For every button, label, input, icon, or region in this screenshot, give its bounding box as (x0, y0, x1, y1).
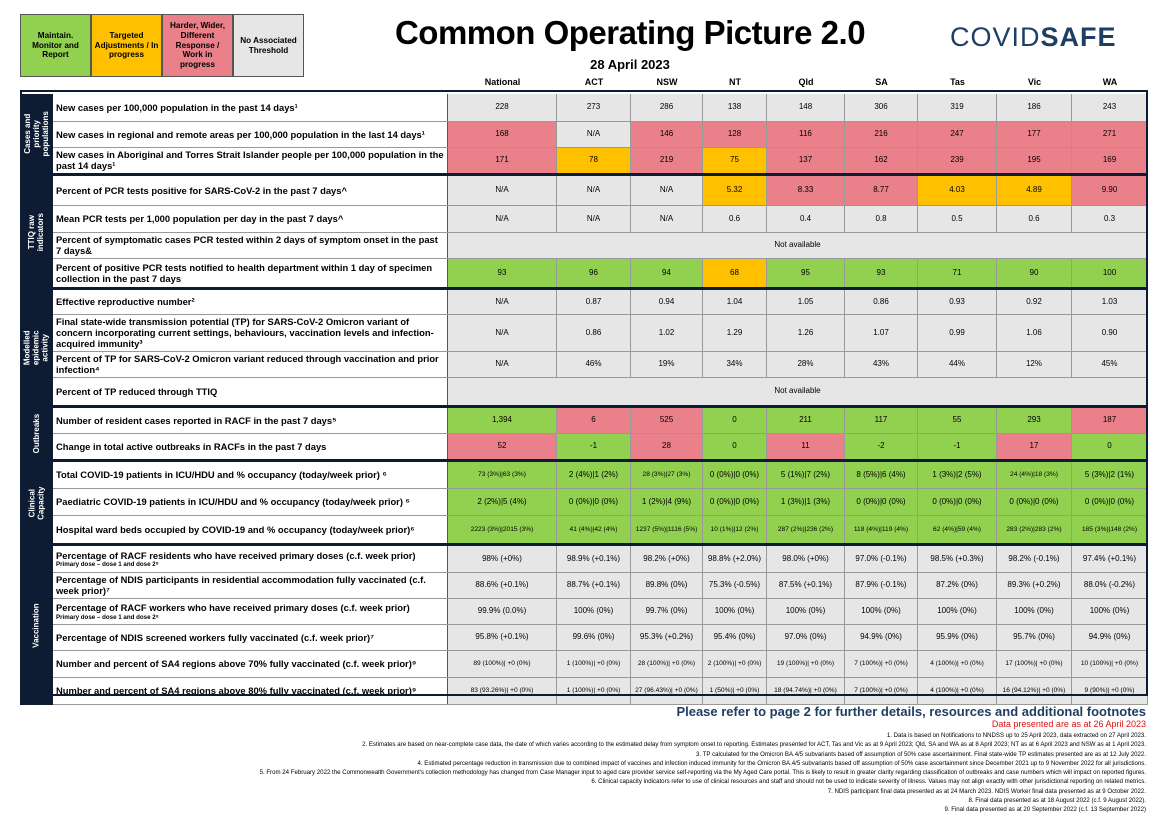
value-cell-wa: 243 (1072, 94, 1148, 122)
merged-cell: Not available (448, 233, 1148, 259)
value-cell-wa: 88.0% (-0.2%) (1072, 573, 1148, 599)
indicator-label (53, 122, 448, 148)
value-cell-vic: 0.6 (997, 206, 1072, 233)
value-cell-act: 2 (4%)|1 (2%) (557, 462, 631, 489)
indicator-label-text: Change in total active outbreaks in RACFs in the past 7 days (56, 440, 327, 452)
value-cell-nt: 98.8% (+2.0%) (703, 546, 767, 573)
value-cell-tas: 71 (918, 259, 997, 288)
value-cell-qld: 18 (94.74%)| +0 (0%) (767, 678, 845, 705)
footnote: 5. From 24 February 2022 the Commonwealth Government's collection methodology has changed from Case Manager input to aged care provider service self-reporting via the My Aged Care portal. This is likely to result in greater clarity regarding classification of outbreaks and case numbers which will impact on reported figures. (259, 769, 1146, 776)
value-cell-nsw: 95.3% (+0.2%) (631, 625, 703, 651)
value-cell-sa: 0 (0%)|0 (0%) (845, 489, 918, 516)
indicator-label (53, 434, 448, 460)
indicator-sublabel: Primary dose – dose 1 and dose 2⁸ (56, 561, 159, 569)
value-cell-nsw: 28 (3%)|27 (3%) (631, 462, 703, 489)
value-cell-wa: 100% (0%) (1072, 599, 1148, 625)
value-cell-tas: 1 (3%)|2 (5%) (918, 462, 997, 489)
value-cell-sa: 43% (845, 352, 918, 378)
value-cell-vic: 1.06 (997, 315, 1072, 352)
value-cell-act: N/A (557, 176, 631, 206)
value-cell-nt: 34% (703, 352, 767, 378)
value-cell-tas: 247 (918, 122, 997, 148)
value-cell-wa: 169 (1072, 148, 1148, 174)
value-cell-wa: 94.9% (0%) (1072, 625, 1148, 651)
group-band (20, 176, 53, 288)
indicator-label-text: Percent of PCR tests positive for SARS-CoV-2 in the past 7 days^ (56, 184, 347, 196)
value-cell-tas: 44% (918, 352, 997, 378)
value-cell-national: 228 (448, 94, 557, 122)
value-cell-wa: 1.03 (1072, 290, 1148, 315)
value-cell-act: 0.87 (557, 290, 631, 315)
indicator-label (53, 176, 448, 206)
value-cell-qld: 97.0% (0%) (767, 625, 845, 651)
footnote: 3. TP calculated for the Omicron BA.4/5 subvariants based off assumption of 50% case ascertainment. Final state-wide TP estimates presented are as at 12 July 2022. (696, 750, 1146, 758)
value-cell-nt: 75.3% (-0.5%) (703, 573, 767, 599)
value-cell-vic: 24 (4%)|18 (3%) (997, 462, 1072, 489)
indicator-label-text: Percent of TP reduced through TTIQ (56, 385, 218, 397)
value-cell-act: 78 (557, 148, 631, 174)
value-cell-tas: 0.99 (918, 315, 997, 352)
indicator-label-text: Mean PCR tests per 1,000 population per day in the past 7 days^ (56, 213, 344, 225)
indicator-label (53, 462, 448, 489)
indicator-label-text: Effective reproductive number² (56, 296, 195, 308)
column-header-qld: Qld (798, 77, 814, 87)
value-cell-qld: 19 (100%)| +0 (0%) (767, 651, 845, 678)
value-cell-nt: 95.4% (0%) (703, 625, 767, 651)
indicator-label (53, 352, 448, 378)
value-cell-nt: 100% (0%) (703, 599, 767, 625)
value-cell-national: 171 (448, 148, 557, 174)
value-cell-qld: 100% (0%) (767, 599, 845, 625)
value-cell-tas: 4.03 (918, 176, 997, 206)
value-cell-sa: 1.07 (845, 315, 918, 352)
value-cell-wa: 9 (90%)| +0 (0%) (1072, 678, 1148, 705)
value-cell-nt: 0 (703, 434, 767, 460)
value-cell-act: 96 (557, 259, 631, 288)
value-cell-sa: 7 (100%)| +0 (0%) (845, 678, 918, 705)
value-cell-national: 93 (448, 259, 557, 288)
value-cell-tas: 62 (4%)|59 (4%) (918, 516, 997, 544)
footnote: 9. Final data presented as at 20 September 2022 (c.f. 13 September 2022) (944, 806, 1146, 813)
indicator-label (53, 625, 448, 651)
value-cell-act: 100% (0%) (557, 599, 631, 625)
value-cell-qld: 287 (2%)|236 (2%) (767, 516, 845, 544)
value-cell-wa: 0.3 (1072, 206, 1148, 233)
value-cell-sa: 8.77 (845, 176, 918, 206)
value-cell-nt: 0 (0%)|0 (0%) (703, 489, 767, 516)
value-cell-national: 52 (448, 434, 557, 460)
value-cell-act: N/A (557, 122, 631, 148)
value-cell-act: N/A (557, 206, 631, 233)
value-cell-sa: 97.0% (-0.1%) (845, 546, 918, 573)
value-cell-tas: 95.9% (0%) (918, 625, 997, 651)
value-cell-wa: 5 (3%)|2 (1%) (1072, 462, 1148, 489)
value-cell-wa: 187 (1072, 408, 1148, 434)
indicator-label (53, 315, 448, 352)
value-cell-qld: 1 (3%)|1 (3%) (767, 489, 845, 516)
value-cell-nsw: 28 (100%)| +0 (0%) (631, 651, 703, 678)
indicator-label-text: Percent of positive PCR tests notified to health department within 1 day of specimen collection in the past 7 days (56, 261, 433, 284)
footnote: 8. Final data presented as at 18 August 2022 (c.f. 9 August 2022). (968, 796, 1146, 804)
group-band (20, 546, 53, 705)
column-header-vic: Vic (1027, 77, 1042, 87)
value-cell-nsw: 525 (631, 408, 703, 434)
value-cell-nt: 75 (703, 148, 767, 174)
value-cell-qld: 87.5% (+0.1%) (767, 573, 845, 599)
value-cell-qld: 1.26 (767, 315, 845, 352)
value-cell-qld: 8.33 (767, 176, 845, 206)
value-cell-act: 273 (557, 94, 631, 122)
indicator-label-text: Number of resident cases reported in RACF in the past 7 days⁵ (56, 414, 337, 426)
value-cell-nsw: 0.94 (631, 290, 703, 315)
value-cell-act: 46% (557, 352, 631, 378)
value-cell-national: N/A (448, 315, 557, 352)
value-cell-qld: 148 (767, 94, 845, 122)
indicator-label (53, 489, 448, 516)
indicator-label (53, 651, 448, 678)
value-cell-tas: 0.93 (918, 290, 997, 315)
value-cell-tas: 4 (100%)| +0 (0%) (918, 678, 997, 705)
value-cell-vic: 17 (100%)| +0 (0%) (997, 651, 1072, 678)
value-cell-act: 41 (4%)|42 (4%) (557, 516, 631, 544)
value-cell-sa: 100% (0%) (845, 599, 918, 625)
value-cell-tas: 55 (918, 408, 997, 434)
value-cell-sa: 306 (845, 94, 918, 122)
value-cell-national: 2 (2%)|5 (4%) (448, 489, 557, 516)
legend-grey-label: No Associated Threshold (240, 35, 297, 55)
value-cell-national: 88.6% (+0.1%) (448, 573, 557, 599)
value-cell-vic: 12% (997, 352, 1072, 378)
value-cell-nt: 128 (703, 122, 767, 148)
value-cell-act: 1 (100%)| +0 (0%) (557, 678, 631, 705)
value-cell-qld: 1.05 (767, 290, 845, 315)
value-cell-vic: 17 (997, 434, 1072, 460)
indicator-label-text: Total COVID-19 patients in ICU/HDU and % occupancy (today/week prior) ⁶ (56, 469, 387, 481)
legend-amber-label: Targeted Adjustments / In progress (94, 30, 159, 60)
value-cell-nsw: 286 (631, 94, 703, 122)
value-cell-national: N/A (448, 176, 557, 206)
value-cell-vic: 95.7% (0%) (997, 625, 1072, 651)
column-header-wa: WA (1102, 77, 1118, 87)
value-cell-wa: 9.90 (1072, 176, 1148, 206)
footnote: 4. Estimated percentage reduction in transmission due to combined impact of vaccines and infection induced immunity for the Omicron BA.4/5 subvariants based off assumption of 50% case ascertainment since December 2021 up to 9 November 2022 for all jurisdictions. (417, 759, 1146, 767)
value-cell-nt: 138 (703, 94, 767, 122)
value-cell-nsw: 27 (96.43%)| +0 (0%) (631, 678, 703, 705)
indicator-label (53, 206, 448, 233)
value-cell-tas: 0.5 (918, 206, 997, 233)
footnote: 7. NDIS participant final data presented as at 24 March 2023. NDIS Worker final data presented as at 9 October 2022. (827, 787, 1146, 795)
value-cell-act: 6 (557, 408, 631, 434)
refer-note: Please refer to page 2 for further details, resources and additional footnotes (676, 704, 1146, 719)
value-cell-nt: 10 (1%)|12 (2%) (703, 516, 767, 544)
page-title: Common Operating Picture 2.0 (394, 14, 866, 51)
value-cell-sa: 93 (845, 259, 918, 288)
value-cell-sa: 216 (845, 122, 918, 148)
value-cell-nsw: 28 (631, 434, 703, 460)
indicator-label (53, 573, 448, 599)
value-cell-nsw: N/A (631, 176, 703, 206)
group-band (20, 290, 53, 406)
footnote: 6. Clinical capacity indicators refer to use of clinical resources and staff and should not be used to indicate severity of illness. Values may not align exactly with other jurisdictional reporting on related metrics. (591, 778, 1146, 786)
value-cell-tas: 87.2% (0%) (918, 573, 997, 599)
value-cell-national: 168 (448, 122, 557, 148)
indicator-label-text: Percent of symptomatic cases PCR tested within 2 days of symptom onset in the past 7 days& (56, 234, 438, 256)
value-cell-nt: 1 (50%)| +0 (0%) (703, 678, 767, 705)
value-cell-nsw: 94 (631, 259, 703, 288)
merged-cell: Not available (448, 378, 1148, 406)
value-cell-sa: 87.9% (-0.1%) (845, 573, 918, 599)
value-cell-tas: 0 (0%)|0 (0%) (918, 489, 997, 516)
value-cell-wa: 97.4% (+0.1%) (1072, 546, 1148, 573)
value-cell-nt: 5.32 (703, 176, 767, 206)
value-cell-national: 99.9% (0.0%) (448, 599, 557, 625)
value-cell-nt: 1.04 (703, 290, 767, 315)
value-cell-vic: 100% (0%) (997, 599, 1072, 625)
indicator-label (53, 516, 448, 544)
value-cell-national: 95.8% (+0.1%) (448, 625, 557, 651)
group-band (20, 462, 53, 544)
value-cell-nsw: 1.02 (631, 315, 703, 352)
value-cell-national: 89 (100%)| +0 (0%) (448, 651, 557, 678)
legend-green-label: Maintain. Monitor and Report (32, 30, 79, 60)
value-cell-nt: 0.6 (703, 206, 767, 233)
value-cell-qld: 11 (767, 434, 845, 460)
indicator-label (53, 233, 448, 259)
value-cell-wa: 45% (1072, 352, 1148, 378)
indicator-label (53, 408, 448, 434)
group-band-label: Modelled epidemic activity (22, 330, 51, 366)
group-band-label: Outbreaks (31, 414, 41, 454)
value-cell-wa: 271 (1072, 122, 1148, 148)
value-cell-sa: 94.9% (0%) (845, 625, 918, 651)
indicator-label-text: New cases per 100,000 population in the past 14 days¹ (56, 101, 298, 113)
value-cell-nsw: 1 (2%)|4 (9%) (631, 489, 703, 516)
value-cell-nsw: 146 (631, 122, 703, 148)
indicator-label-text: Paediatric COVID-19 patients in ICU/HDU and % occupancy (today/week prior) ⁶ (56, 496, 410, 508)
value-cell-nt: 2 (100%)| +0 (0%) (703, 651, 767, 678)
value-cell-national: 98% (+0%) (448, 546, 557, 573)
value-cell-act: 0.86 (557, 315, 631, 352)
value-cell-vic: 0.92 (997, 290, 1072, 315)
indicator-label-text: New cases in regional and remote areas per 100,000 population in the last 14 days¹ (56, 128, 425, 140)
logo-part1: COVID (950, 22, 1041, 52)
value-cell-national: 2223 (3%)|2015 (3%) (448, 516, 557, 544)
value-cell-national: N/A (448, 206, 557, 233)
value-cell-wa: 100 (1072, 259, 1148, 288)
indicator-label (53, 678, 448, 705)
legend-red-label: Harder, Wider, Different Response / Work in progress (170, 20, 225, 70)
value-cell-act: 98.9% (+0.1%) (557, 546, 631, 573)
value-cell-sa: 7 (100%)| +0 (0%) (845, 651, 918, 678)
group-band-label: Cases and priority populations (22, 111, 51, 157)
value-cell-vic: 293 (997, 408, 1072, 434)
value-cell-wa: 185 (3%)|148 (2%) (1072, 516, 1148, 544)
indicator-label-text: Percentage of NDIS participants in residential accommodation fully vaccinated (c.f. week prior)⁷ (56, 574, 426, 596)
column-header-sa: SA (875, 77, 888, 87)
value-cell-sa: 0.8 (845, 206, 918, 233)
value-cell-vic: 4.89 (997, 176, 1072, 206)
value-cell-sa: -2 (845, 434, 918, 460)
indicator-label (53, 378, 448, 406)
value-cell-qld: 0.4 (767, 206, 845, 233)
value-cell-act: 88.7% (+0.1%) (557, 573, 631, 599)
value-cell-vic: 89.3% (+0.2%) (997, 573, 1072, 599)
value-cell-national: N/A (448, 352, 557, 378)
value-cell-vic: 90 (997, 259, 1072, 288)
indicator-label-text: New cases in Aboriginal and Torres Strait Islander people per 100,000 population in the past 14 days¹ (56, 149, 444, 171)
group-band-label: TTIQ raw indicators (27, 212, 46, 252)
value-cell-national: 73 (3%)|63 (3%) (448, 462, 557, 489)
value-cell-qld: 95 (767, 259, 845, 288)
value-cell-nt: 0 (0%)|0 (0%) (703, 462, 767, 489)
value-cell-sa: 162 (845, 148, 918, 174)
value-cell-qld: 137 (767, 148, 845, 174)
value-cell-qld: 98.0% (+0%) (767, 546, 845, 573)
footnote: 1. Data is based on Notifications to NNDSS up to 25 April 2023, data extracted on 27 April 2023. (886, 732, 1146, 739)
value-cell-wa: 0.90 (1072, 315, 1148, 352)
value-cell-tas: 98.5% (+0.3%) (918, 546, 997, 573)
value-cell-nsw: 1237 (5%)|1116 (5%) (631, 516, 703, 544)
presented-note: Data presented are as at 26 April 2023 (991, 719, 1146, 729)
column-header-act: ACT (584, 77, 604, 87)
value-cell-vic: 0 (0%)|0 (0%) (997, 489, 1072, 516)
indicator-label (53, 546, 448, 573)
value-cell-tas: 319 (918, 94, 997, 122)
indicator-label-text: Percentage of NDIS screened workers fully vaccinated (c.f. week prior)⁷ (56, 631, 375, 643)
value-cell-vic: 283 (2%)|283 (2%) (997, 516, 1072, 544)
indicator-label (53, 94, 448, 122)
footnotes (46, 731, 1146, 814)
indicator-label-text: Percent of TP for SARS-CoV-2 Omicron variant reduced through vaccination and prior infection⁴ (56, 353, 439, 375)
value-cell-nsw: 19% (631, 352, 703, 378)
value-cell-qld: 5 (1%)|7 (2%) (767, 462, 845, 489)
indicator-label-text: Hospital ward beds occupied by COVID-19 and % occupancy (today/week prior)⁶ (56, 523, 415, 535)
indicator-label-text: Number and percent of SA4 regions above 80% fully vaccinated (c.f. week prior)⁹ (56, 685, 417, 697)
value-cell-vic: 186 (997, 94, 1072, 122)
value-cell-vic: 98.2% (-0.1%) (997, 546, 1072, 573)
logo-part2: SAFE (1040, 22, 1117, 52)
indicator-label-text: Number and percent of SA4 regions above 70% fully vaccinated (c.f. week prior)⁹ (56, 658, 417, 670)
value-cell-wa: 10 (100%)| +0 (0%) (1072, 651, 1148, 678)
value-cell-act: -1 (557, 434, 631, 460)
value-cell-sa: 118 (4%)|119 (4%) (845, 516, 918, 544)
indicator-label (53, 148, 448, 174)
value-cell-act: 1 (100%)| +0 (0%) (557, 651, 631, 678)
value-cell-vic: 16 (94.12%)| +0 (0%) (997, 678, 1072, 705)
value-cell-tas: 4 (100%)| +0 (0%) (918, 651, 997, 678)
value-cell-national: N/A (448, 290, 557, 315)
group-band-label: Vaccination (31, 603, 41, 648)
indicator-label (53, 259, 448, 288)
value-cell-nsw: 99.7% (0%) (631, 599, 703, 625)
value-cell-nsw: 89.8% (0%) (631, 573, 703, 599)
group-band-label: Clinical Capacity (27, 486, 46, 520)
indicator-label-text: Percentage of RACF residents who have received primary doses (c.f. week prior) (56, 549, 416, 561)
footnote: 2. Estimates are based on near-complete case data, the date of which varies according to the estimated delay from symptom onset to reporting. Estimates presented for ACT, Tas and Vic as at 9 April 2023; Qld, SA and WA as at 8 April 2023; NT as at 6 April 2023 and NSW as at 1 April 2023. (362, 741, 1146, 749)
value-cell-tas: 239 (918, 148, 997, 174)
group-band (20, 408, 53, 460)
value-cell-wa: 0 (1072, 434, 1148, 460)
indicator-label-text: Percentage of RACF workers who have received primary doses (c.f. week prior) (56, 602, 410, 614)
value-cell-act: 0 (0%)|0 (0%) (557, 489, 631, 516)
indicator-label (53, 599, 448, 625)
report-date: 28 April 2023 (590, 57, 670, 72)
value-cell-qld: 116 (767, 122, 845, 148)
indicator-sublabel: Primary dose – dose 1 and dose 2⁸ (56, 613, 159, 621)
value-cell-vic: 177 (997, 122, 1072, 148)
column-header-tas: Tas (950, 77, 965, 87)
column-header-nsw: NSW (656, 77, 678, 87)
indicator-label-text: Final state-wide transmission potential (TP) for SARS-CoV-2 Omicron variant of concern incorporating current settings, behaviours, vaccination levels and infection-acquired immunity³ (56, 316, 434, 349)
value-cell-wa: 0 (0%)|0 (0%) (1072, 489, 1148, 516)
value-cell-act: 99.6% (0%) (557, 625, 631, 651)
column-header-national: National (484, 77, 521, 87)
value-cell-nt: 0 (703, 408, 767, 434)
value-cell-nsw: N/A (631, 206, 703, 233)
group-band (20, 94, 53, 174)
indicator-label (53, 290, 448, 315)
value-cell-qld: 28% (767, 352, 845, 378)
value-cell-qld: 211 (767, 408, 845, 434)
value-cell-sa: 8 (5%)|6 (4%) (845, 462, 918, 489)
value-cell-sa: 117 (845, 408, 918, 434)
value-cell-sa: 0.86 (845, 290, 918, 315)
value-cell-tas: 100% (0%) (918, 599, 997, 625)
value-cell-nt: 1.29 (703, 315, 767, 352)
value-cell-national: 83 (93.26%)| +0 (0%) (448, 678, 557, 705)
column-header-nt: NT (729, 77, 741, 87)
value-cell-tas: -1 (918, 434, 997, 460)
value-cell-nt: 68 (703, 259, 767, 288)
value-cell-national: 1,394 (448, 408, 557, 434)
value-cell-nsw: 219 (631, 148, 703, 174)
value-cell-nsw: 98.2% (+0%) (631, 546, 703, 573)
value-cell-vic: 195 (997, 148, 1072, 174)
